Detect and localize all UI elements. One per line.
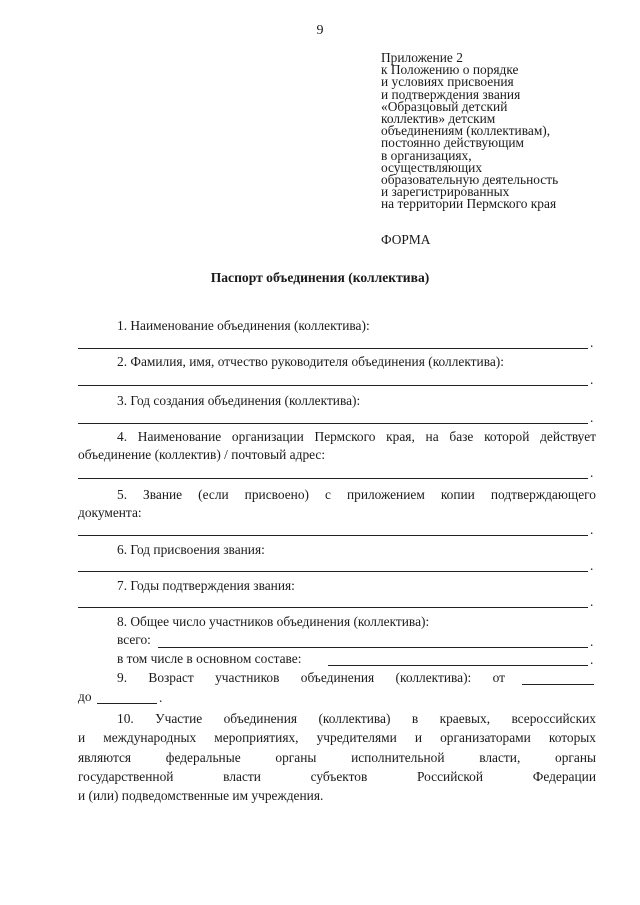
field-10-line2: и международных мероприятиях, учредителями и организаторами которых (78, 730, 596, 745)
field-8-total-dot: . (590, 634, 594, 649)
appendix-line: на территории Пермского края (381, 196, 557, 212)
field-9-from-blank[interactable] (522, 684, 594, 685)
field-6-blank[interactable] (78, 571, 588, 572)
field-8-main-label: в том числе в основном составе: (117, 651, 302, 666)
appendix-line: постоянно действующим (381, 135, 525, 151)
field-9-label: 9. Возраст участников объединения (коллектива): от (117, 670, 505, 685)
appendix-note (381, 52, 626, 211)
appendix-line: и зарегистрированных (381, 184, 510, 200)
appendix-line: к Положению о порядке (381, 62, 519, 78)
page-number: 9 (316, 23, 324, 38)
field-10-line4: государственной власти субъектов Российской Федерации (78, 769, 596, 784)
field-1-dot: . (590, 335, 594, 350)
field-5-dot: . (590, 522, 594, 537)
field-6-dot: . (590, 558, 594, 573)
field-5-label-line2: документа: (78, 505, 142, 520)
appendix-line: «Образцовый детский (381, 98, 508, 114)
appendix-line: и условиях присвоения (381, 74, 514, 90)
field-6-label: 6. Год присвоения звания: (117, 542, 265, 557)
appendix-line: в организациях, (381, 147, 472, 163)
field-2-label: 2. Фамилия, имя, отчество руководителя объединения (коллектива): (117, 354, 504, 369)
field-3-label: 3. Год создания объединения (коллектива): (117, 393, 361, 408)
field-8-total-label: всего: (117, 632, 151, 647)
document-title: Паспорт объединения (коллектива) (210, 270, 430, 285)
appendix-line: Приложение 2 (381, 50, 463, 65)
field-1-label: 1. Наименование объединения (коллектива): (117, 318, 370, 333)
field-8-total-blank[interactable] (158, 647, 588, 648)
field-9-to-label: до (78, 689, 92, 704)
field-8-main-dot: . (590, 652, 594, 667)
field-5-label-line1: 5. Звание (если присвоено) с приложением копии подтверждающего (117, 487, 596, 502)
field-5-blank[interactable] (78, 535, 588, 536)
field-4-dot: . (590, 465, 594, 480)
field-7-blank[interactable] (78, 607, 588, 608)
field-2-blank[interactable] (78, 385, 588, 386)
field-9-dot: . (159, 690, 163, 705)
appendix-line: и подтверждения звания (381, 86, 521, 102)
field-4-label-line2: объединение (коллектив) / почтовый адрес: (78, 447, 326, 462)
appendix-line: образовательную деятельность (381, 172, 559, 188)
field-8-main-blank[interactable] (328, 665, 588, 666)
field-10-line1: 10. Участие объединения (коллектива) в краевых, всероссийских (117, 711, 596, 726)
field-4-blank[interactable] (78, 478, 588, 479)
field-7-dot: . (590, 594, 594, 609)
field-10-line3: являются федеральные органы исполнительной власти, органы (78, 750, 596, 765)
appendix-line: осуществляющих (381, 159, 483, 175)
field-3-dot: . (590, 410, 594, 425)
field-8-label: 8. Общее число участников объединения (коллектива): (117, 614, 430, 629)
appendix-line: объединениям (коллективам), (381, 123, 551, 139)
field-2-dot: . (590, 372, 594, 387)
appendix-line: коллектив» детским (381, 111, 496, 127)
field-7-label: 7. Годы подтверждения звания: (117, 578, 295, 593)
field-10-line5: и (или) подведомственные им учреждения. (78, 788, 324, 803)
field-9-to-blank[interactable] (97, 703, 157, 704)
field-3-blank[interactable] (78, 423, 588, 424)
field-1-blank[interactable] (78, 348, 588, 349)
field-4-label-line1: 4. Наименование организации Пермского края, на базе которой действует (117, 429, 596, 444)
form-label: ФОРМА (381, 232, 431, 247)
